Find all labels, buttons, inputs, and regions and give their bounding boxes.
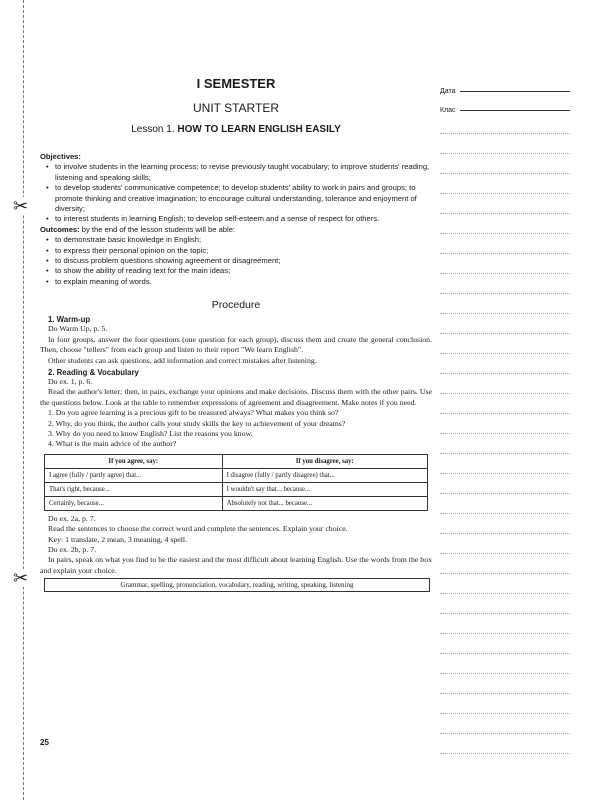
table-row [45, 482, 428, 496]
paragraph: Read the sentences to choose the correct word and complete the sentences. Explain your choice. [48, 524, 348, 534]
question-item: 1. Do you agree learning is a precious gift to be treasured always? What makes you think so? [48, 408, 339, 418]
lesson-plan [40, 76, 432, 592]
table-cell: That's right, because... [45, 482, 223, 496]
list-item: • to discuss problem questions showing agreement or disagreement; [40, 256, 432, 266]
procedure-title: Procedure [211, 299, 261, 312]
outcomes-intro: by the end of the lesson students will be able: [81, 224, 236, 234]
note-line [440, 153, 570, 154]
note-line [440, 413, 570, 414]
class-field[interactable] [440, 95, 570, 114]
agreement-table [44, 454, 428, 511]
section-heading: 1. Warm-up [48, 315, 91, 325]
note-line [440, 513, 570, 514]
table-header-row [45, 454, 428, 468]
note-line [440, 693, 570, 694]
paragraph: In four groups, answer the four questions (one question for each group), discuss them and create the general conclusion. Then, choose "tellers" from each group and listen to their report "We learn English". [40, 334, 432, 355]
note-line [440, 733, 570, 734]
note-line [440, 373, 570, 374]
paragraph: Do Warm Up, p. 5. [48, 324, 108, 334]
paragraph: Do ex. 1, p. 6. [48, 376, 93, 386]
class-blank [460, 110, 570, 111]
list-item: • to explain meaning of words. [40, 277, 432, 287]
note-line [440, 133, 570, 134]
column-header-disagree: If you disagree, say: [222, 454, 427, 468]
note-line [440, 653, 570, 654]
paragraph: Other students can ask questions, add information and correct mistakes after listening. [48, 355, 317, 365]
list-item: • to show the ability of reading text for the main ideas; [40, 266, 432, 276]
note-line [440, 633, 570, 634]
note-line [440, 233, 570, 234]
word-box: Grammar, spelling, pronunciation, vocabulary, reading, writing, speaking, listening [44, 578, 430, 592]
paragraph: In pairs, speak on what you find to be the easiest and the most difficult about learning English. Use the words from the box and explain your choice. [40, 555, 432, 575]
class-label: Клас [440, 107, 456, 114]
notes-lines [440, 133, 570, 754]
cut-line [23, 0, 24, 800]
note-line [440, 273, 570, 274]
scissors-icon: ✂ [13, 196, 29, 216]
lesson-prefix: Lesson 1. [131, 124, 175, 135]
table-cell: I disagree (fully / partly disagree) that... [222, 468, 427, 482]
note-line [440, 493, 570, 494]
paragraph: Do ex. 2a, p. 7. [48, 513, 96, 523]
note-line [440, 213, 570, 214]
date-label: Дата [440, 88, 456, 95]
note-line [440, 593, 570, 594]
note-line [440, 473, 570, 474]
table-row [45, 468, 428, 482]
list-item: • to express their personal opinion on the topic; [40, 246, 432, 256]
note-line [440, 573, 570, 574]
page-number: 25 [40, 738, 49, 747]
column-header-agree: If you agree, say: [45, 454, 223, 468]
list-item: • to involve students in the learning process; to revise previously taught vocabulary; to improve students' reading, listening and speaking skills; [40, 162, 432, 183]
objectives-list [40, 162, 432, 224]
date-field[interactable] [440, 76, 570, 95]
paragraph: Read the author's letter; then, in pairs, exchange your opinions and make decisions. Discuss them with the other pairs. Use the questions below. Look at the table to remember expressions of agreement and disagreement. Make notes if you need. [40, 387, 432, 407]
note-line [440, 253, 570, 254]
note-line [440, 353, 570, 354]
note-line [440, 433, 570, 434]
objectives-block [40, 152, 432, 225]
table-row [45, 496, 428, 510]
note-line [440, 453, 570, 454]
note-line [440, 333, 570, 334]
unit-title: UNIT STARTER [192, 101, 279, 115]
note-line [440, 293, 570, 294]
section-heading: 2. Reading & Vocabulary [48, 367, 139, 377]
date-blank [460, 91, 570, 92]
semester-title: I SEMESTER [196, 76, 276, 91]
table-cell: I agree (fully / partly agree) that... [45, 468, 223, 482]
note-line [440, 193, 570, 194]
outcomes-list [40, 235, 432, 287]
notes-column [440, 76, 570, 754]
note-line [440, 533, 570, 534]
note-line [440, 313, 570, 314]
outcomes-label: Outcomes: [40, 224, 80, 234]
question-item: 2. Why, do you think, the author calls your study skills the key to achievement of your dreams? [48, 418, 346, 428]
question-item: 4. What is the main advice of the author? [48, 439, 177, 449]
outcomes-block [40, 225, 432, 287]
table-cell: Certainly, because... [45, 496, 223, 510]
answer-key: Key: 1 translate, 2 mean, 3 meaning, 4 spell. [48, 534, 188, 544]
objectives-label: Objectives: [40, 152, 81, 161]
question-item: 3. Why do you need to know English? List the reasons you know. [48, 428, 253, 438]
list-item: • to interest students in learning English; to develop self-esteem and a sense of respect for others. [40, 214, 432, 224]
note-line [440, 713, 570, 714]
paragraph: Do ex. 2b, p. 7. [48, 544, 97, 554]
note-line [440, 613, 570, 614]
table-cell: Absolutely not that... because... [222, 496, 427, 510]
note-line [440, 753, 570, 754]
lesson-title [40, 124, 432, 135]
lesson-name: HOW TO LEARN ENGLISH EASILY [177, 124, 341, 135]
list-item: • to develop students' communicative competence; to develop students' ability to work in pairs and groups; to promote thinking and creative imagination; to encourage cultural understanding, tolerance and enjoyment of diversity; [40, 183, 432, 214]
list-item: • to demonstrate basic knowledge in English; [40, 235, 432, 245]
note-line [440, 553, 570, 554]
note-line [440, 673, 570, 674]
note-line [440, 173, 570, 174]
note-line [440, 393, 570, 394]
table-cell: I wouldn't say that... because... [222, 482, 427, 496]
scissors-icon: ✂ [13, 568, 29, 588]
